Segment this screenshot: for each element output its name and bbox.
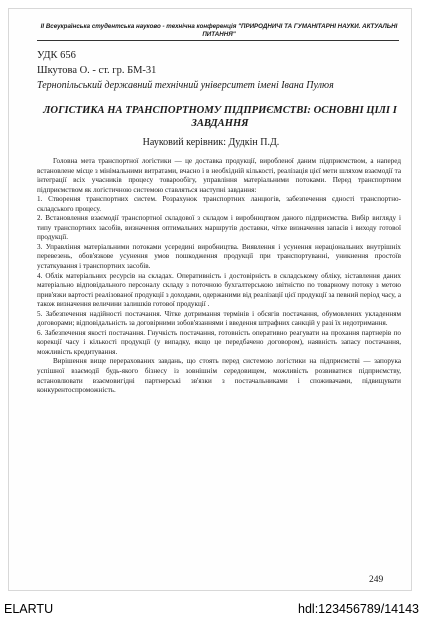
- page-number: 249: [369, 575, 384, 585]
- paragraph-task-2: 2. Встановлення взаємодії транспортної складової з складом і виробництвом даного підприємства. Вибір вигляду і типу транспортних засобів, визначення оптимальних маршрутів доставки, чітке визначення запасів і виходу готової продукції.: [37, 214, 401, 242]
- affiliation: Тернопільський державний технічний університет імені Івана Пулюя: [37, 80, 334, 91]
- paragraph-task-3: 3. Управління матеріальними потоками усередині виробництва. Виявлення і усунення нераціональних внутрішніх перевезень, обов'язкове усунення умов пошкодження продукції при транспортуванні, уникнення простоїв устаткування і транспортних засобів.: [37, 242, 401, 271]
- paper-body: [37, 157, 401, 396]
- author-line: Шкутова О. - ст. гр. БМ-31: [37, 65, 157, 76]
- udk-code: УДК 656: [37, 50, 76, 61]
- paragraph-task-4: 4. Облік матеріальних ресурсів на складах. Оперативність і достовірність в складському обліку, зіставлення даних матеріально відповідального персоналу складу з поточною бухгалтерською звітністю по товарному потоку з метою прив'язки вартості реалізованої продукції з доходами, одержаними від реалізації цієї продукції за певний період часу, а також визначення величини залишків готової продукції .: [37, 271, 401, 309]
- repository-name: ELARTU: [4, 602, 54, 616]
- handle-id: hdl:123456789/14143: [298, 602, 419, 616]
- paragraph-task-6: 6. Забезпечення якості постачання. Гнучкість постачання, готовність оперативно реагувати на прохання партнерів по корекції часу і кількості продукції (у випадку, якщо це передбачено договором), наявність запасу постачання, можливість кредитування.: [37, 328, 401, 356]
- paragraph-task-5: 5. Забезпечення надійності постачання. Чітке дотримання термінів і обсягів постачання, обумовлених укладенням договорами; відповідальність за договірними зобов'язаннями і введення штрафних санкцій у разі їх недотримання.: [37, 309, 401, 328]
- paragraph-intro: Головна мета транспортної логістики — це доставка продукції, виробленої даним підприємством, а наперед встановлене місце з мінімальними витратами, вчасно і в необхідній кількості, реалізація цієї мети шляхом взаємодії та інтеграції всіх учасників процесу товарообігу, управління матеріальними потоками. Перед транспортним підприємством як логістичною системою ставляться наступні завдання:: [37, 157, 401, 194]
- supervisor: Науковий керівник: Дудкін П.Д.: [142, 137, 280, 148]
- document-page: [8, 8, 412, 591]
- repository-footer: [0, 599, 424, 620]
- header-rule: [37, 40, 399, 41]
- paragraph-conclusion: Вирішення вище перерахованих завдань, що стоять перед системою логістики на підприємстві — запорука успішної взаємодії будь-якого бізнесу із зовнішнім середовищем, можливість розвиватися підприємству, встановлювати взаємовигідні партнерські зв'язки з постачальниками і споживачами, підвищувати конкурентоспроможність.: [37, 357, 401, 395]
- paragraph-task-1: 1. Створення транспортних систем. Розрахунок транспортних ланцюгів, забезпечення єдності транспортно-складського процесу.: [37, 195, 401, 213]
- conference-header: II Всеукраїнська студентська науково - технічна конференція "ПРИРОДНИЧІ ТА ГУМАНІТАРНІ НАУКИ. АКТУАЛЬНІ ПИТАННЯ": [40, 23, 398, 38]
- paper-title: ЛОГІСТИКА НА ТРАНСПОРТНОМУ ПІДПРИЄМСТВІ: ОСНОВНІ ЦІЛІ І ЗАВДАННЯ: [43, 105, 397, 129]
